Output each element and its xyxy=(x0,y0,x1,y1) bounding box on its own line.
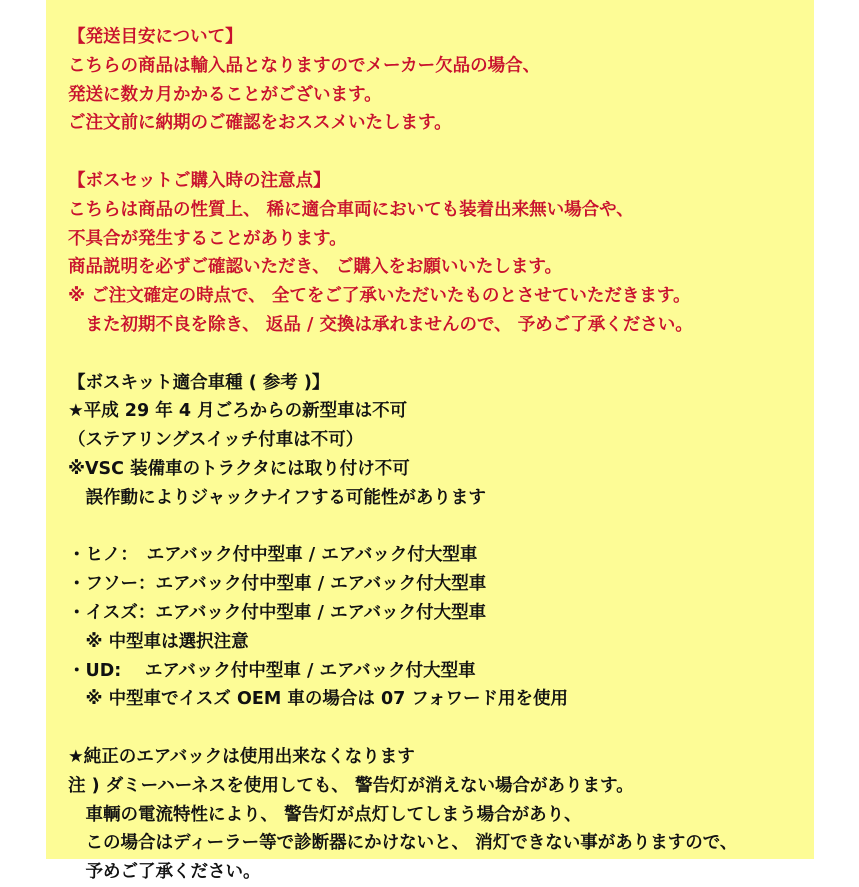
boss-kit-line: 誤作動によりジャックナイフする可能性があります xyxy=(68,487,486,508)
shipping-line: こちらの商品は輸入品となりますのでメーカー欠品の場合、 xyxy=(68,55,541,76)
spacer xyxy=(68,340,808,369)
spacer xyxy=(68,714,808,743)
boss-kit-line: （ステアリングスイッチ付車は不可） xyxy=(68,430,364,451)
airbag-heading: ★純正のエアバックは使用出来なくなります xyxy=(68,746,415,767)
airbag-line: 予めご了承ください。 xyxy=(68,862,261,883)
shipping-heading: 【発送目安について】 xyxy=(68,27,243,47)
boss-kit-line: ※VSC 装備車のトラクタには取り付け不可 xyxy=(68,458,410,479)
boss-kit-line: ★平成 29 年 4 月ごろからの新型車は不可 xyxy=(68,401,408,422)
maker-note: ※ 中型車は選択注意 xyxy=(68,631,249,652)
maker-line-ud: ・UD: エアバック付中型車 / エアバック付大型車 xyxy=(68,660,476,681)
boss-set-line: こちらは商品の性質上、 稀に適合車両においても装着出来無い場合や、 xyxy=(68,199,634,220)
maker-line-isuzu: ・イスズ：エアバック付中型車 / エアバック付大型車 xyxy=(68,602,487,623)
boss-set-line: また初期不良を除き、 返品 / 交換は承れませんので、 予めご了承ください。 xyxy=(68,314,693,335)
notice-content xyxy=(68,23,808,887)
spacer xyxy=(68,138,808,167)
airbag-line: 車輌の電流特性により、 警告灯が点灯してしまう場合があり、 xyxy=(68,804,582,825)
maker-note: ※ 中型車でイスズ OEM 車の場合は 07 フォワード用を使用 xyxy=(68,689,569,710)
boss-set-line: 不具合が発生することがあります。 xyxy=(68,228,347,249)
boss-set-line: 商品説明を必ずご確認いただき、 ご購入をお願いいたします。 xyxy=(68,257,562,278)
boss-kit-heading: 【ボスキット適合車種 ( 参考 )】 xyxy=(68,372,330,393)
shipping-line: 発送に数カ月かかることがございます。 xyxy=(68,84,382,105)
airbag-line: 注 ) ダミーハーネスを使用しても、 警告灯が消えない場合があります。 xyxy=(68,775,634,796)
spacer xyxy=(68,513,808,542)
maker-line-hino: ・ヒノ： エアバック付中型車 / エアバック付大型車 xyxy=(68,545,478,566)
shipping-line: ご注文前に納期のご確認をおススメいたします。 xyxy=(68,113,452,134)
maker-line-fuso: ・フソー：エアバック付中型車 / エアバック付大型車 xyxy=(68,574,487,595)
boss-set-line: ※ ご注文確定の時点で、 全てをご了承いただいたものとさせていただきます。 xyxy=(68,286,691,307)
boss-set-heading: 【ボスセットご購入時の注意点】 xyxy=(68,170,331,191)
airbag-line: この場合はディーラー等で診断器にかけないと、 消灯できない事がありますので、 xyxy=(68,833,738,854)
